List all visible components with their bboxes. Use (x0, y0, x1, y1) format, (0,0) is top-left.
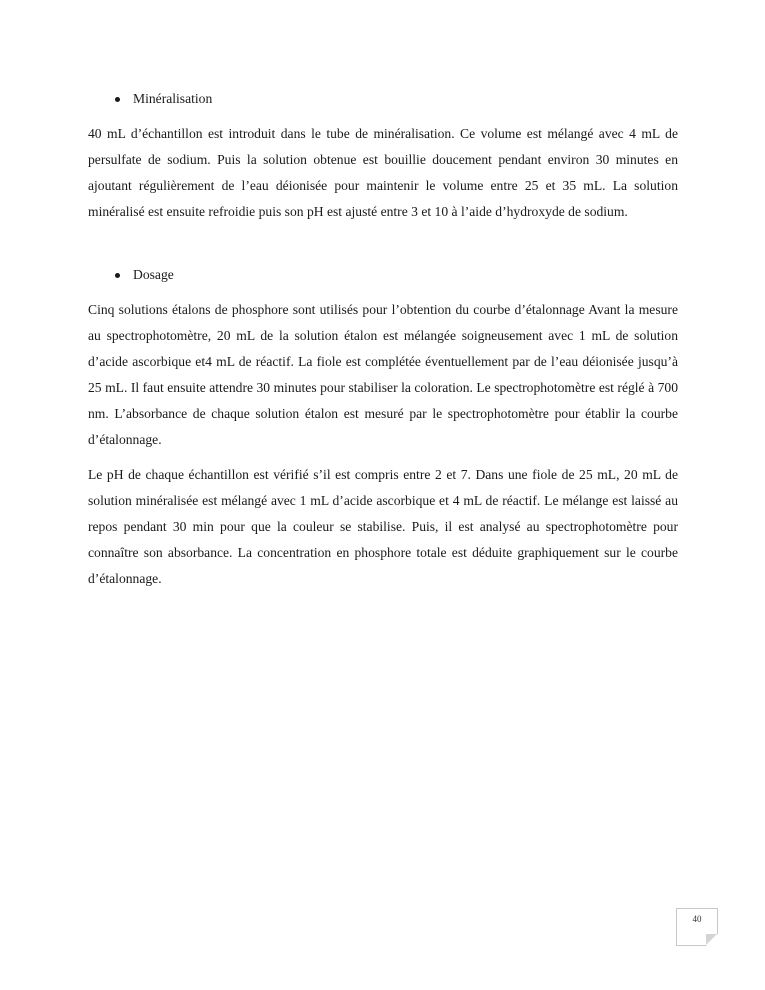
paragraph-dosage-calibration: Cinq solutions étalons de phosphore sont utilisés pour l’obtention du courbe d’étalonnage Avant la mesure au spectrophotomètre, 20 mL de la solution étalon est mélangée soigneusement avec 1 mL de solution d’acide ascorbique et4 mL de réactif. La fiole est complétée éventuellement par de l’eau déionisée jusqu’à 25 mL. Il faut ensuite attendre 30 minutes pour stabiliser la coloration. Le spectrophotomètre est réglé à 700 nm. L’absorbance de chaque solution étalon est mesuré par le spectrophotomètre pour établir la courbe d’étalonnage. (88, 302, 678, 447)
bullet-item-dosage (114, 267, 174, 283)
page-number: 40 (692, 914, 702, 924)
paragraph-mineralisation: 40 mL d’échantillon est introduit dans le tube de minéralisation. Ce volume est mélangé avec 4 mL de persulfate de sodium. Puis la solution obtenue est bouillie doucement pendant environ 30 minutes en ajoutant régulièrement de l’eau déionisée pour maintenir le volume entre 25 et 35 mL. La solution minéralisé est ensuite refroidie puis son pH est ajusté entre 3 et 10 à l’aide d’hydroxyde de sodium. (88, 126, 678, 219)
bullet-item-mineralisation (114, 91, 212, 107)
bullet-label: Minéralisation (133, 91, 213, 106)
page-curl-shade (706, 934, 717, 945)
bullet-label: Dosage (133, 267, 174, 282)
bullet-icon (115, 97, 120, 102)
bullet-icon (115, 273, 120, 278)
page-number-box (676, 908, 718, 946)
paragraph-dosage-samples: Le pH de chaque échantillon est vérifié s’il est compris entre 2 et 7. Dans une fiole de 25 mL, 20 mL de solution minéralisée est mélangé avec 1 mL d’acide ascorbique et 4 mL de réactif. Le mélange est laissé au repos pendant 30 min pour que la couleur se stabilise. Puis, il est analysé au spectrophotomètre pour connaître son absorbance. La concentration en phosphore totale est déduite graphiquement sur le courbe d’étalonnage. (88, 467, 678, 586)
